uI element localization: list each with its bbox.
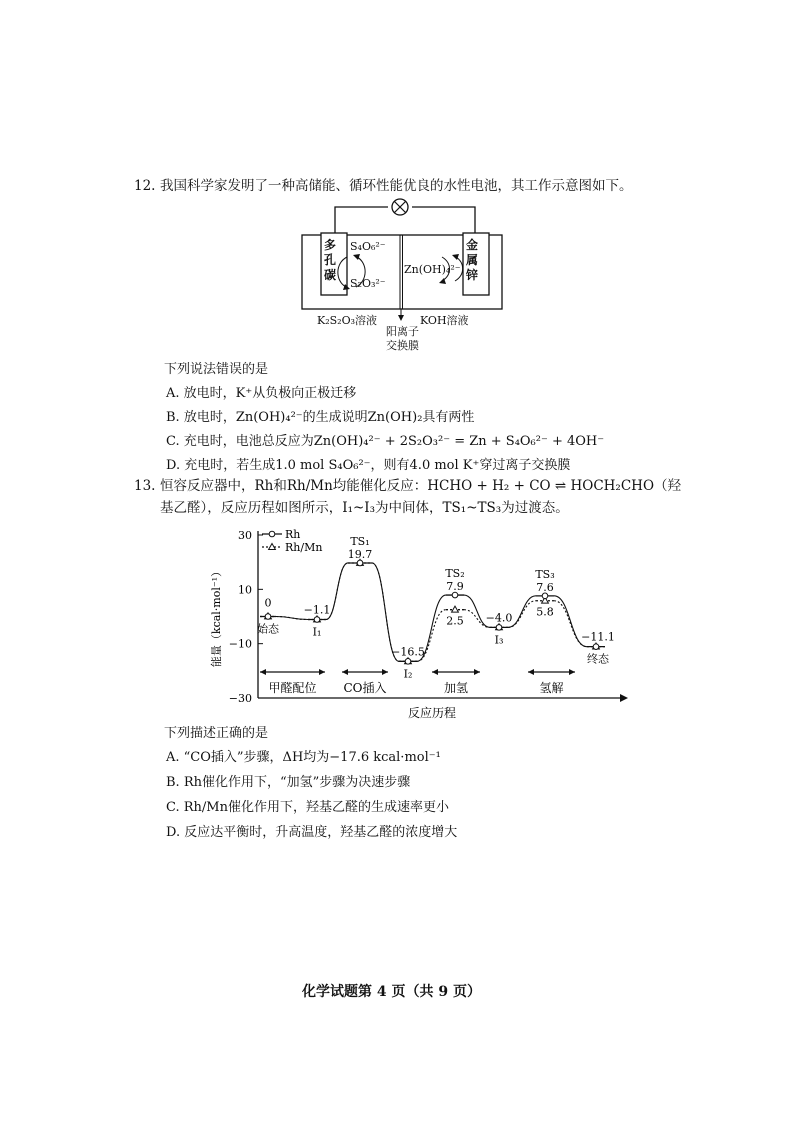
label-ts2-mn-value: 2.5 [446, 614, 464, 628]
step-label: CO插入 [343, 681, 387, 695]
step-arrowhead [528, 669, 534, 675]
label-ts2: TS₂ [445, 567, 465, 581]
page-footer: 化学试题第 4 页（共 9 页） [302, 984, 481, 1000]
label-ts3-mn-value: 5.8 [536, 605, 554, 619]
q12-option-d: D. 充电时，若生成1.0 mol S₄O₆²⁻，则有4.0 mol K⁺穿过离子交换膜 [166, 458, 571, 473]
rh-curve [276, 617, 308, 620]
q12-option-a: A. 放电时，K⁺从负极向正极迁移 [166, 386, 357, 401]
label-end-value: −11.1 [581, 630, 615, 644]
right-solution-label: KOH溶液 [420, 314, 469, 327]
q13-option-c: C. Rh/Mn催化作用下，羟基乙醛的生成速率更小 [166, 800, 449, 815]
label-i3-state: I₃ [494, 633, 504, 647]
x-axis-arrow [620, 694, 628, 702]
legend-rh-marker [269, 531, 275, 537]
label-ts1-value: 19.7 [347, 547, 373, 561]
label-i1-value: −1.1 [303, 603, 331, 617]
label-i2-value: −16.5 [391, 645, 425, 659]
q12-number: 12. [134, 178, 156, 194]
step-arrowhead [342, 669, 348, 675]
rh-point [265, 614, 271, 620]
q13-option-b: B. Rh催化作用下，“加氢”步骤为决速步骤 [166, 775, 411, 790]
step-arrowhead [569, 669, 575, 675]
species-zn-oh-4: Zn(OH)₄²⁻ [404, 263, 461, 276]
label-i1-state: I₁ [312, 625, 322, 639]
energy-profile-chart [200, 520, 640, 720]
q13-number: 13. [134, 478, 156, 494]
membrane-label-2: 交换膜 [386, 339, 419, 352]
x-axis-title: 反应历程 [407, 706, 457, 720]
species-s2o3: S₂O₃²⁻ [350, 277, 386, 290]
step-arrowhead [474, 669, 480, 675]
porous-carbon-label: 多孔碳 [324, 238, 337, 282]
q12-option-b: B. 放电时，Zn(OH)₄²⁻的生成说明Zn(OH)₂具有两性 [166, 410, 475, 425]
rh-point [405, 659, 411, 665]
zinc-label: 金属锌 [466, 238, 479, 282]
rh-point [314, 617, 320, 623]
legend-rh-label: Rh [285, 528, 301, 541]
step-label: 甲醛配位 [268, 681, 317, 695]
q12-stem: 我国科学家发明了一种高储能、循环性能优良的水性电池，其工作示意图如下。 [160, 178, 633, 194]
rh-point [542, 593, 548, 599]
left-solution-label: K₂S₂O₃溶液 [317, 314, 378, 327]
legend-rhmn-label: Rh/Mn [285, 541, 323, 554]
rh-mn-point [452, 606, 459, 612]
q13-option-d: D. 反应达平衡时，升高温度，羟基乙醛的浓度增大 [166, 825, 458, 840]
q13-prompt: 下列描述正确的是 [164, 726, 269, 741]
species-s4o6: S₄O₆²⁻ [350, 240, 386, 253]
rh-point [452, 592, 458, 598]
label-ts3-value: 7.6 [536, 580, 554, 594]
y-tick-label: −10 [228, 637, 252, 651]
step-label: 氢解 [539, 681, 564, 695]
y-tick-label: 10 [238, 583, 252, 597]
label-ts2-value: 7.9 [446, 580, 464, 594]
rh-point [357, 560, 363, 566]
y-axis-title: 能量（kcal·mol⁻¹） [210, 565, 223, 668]
q13-option-a: A. “CO插入”步骤，ΔH均为−17.6 kcal·mol⁻¹ [166, 750, 441, 765]
label-end-state: 终态 [587, 652, 609, 666]
step-arrowhead [260, 669, 266, 675]
label-i3-value: −4.0 [485, 611, 513, 625]
rh-point [593, 644, 599, 650]
label-start-state: 始态 [257, 622, 279, 636]
step-arrowhead [319, 669, 325, 675]
q12-prompt: 下列说法错误的是 [164, 362, 269, 377]
membrane-label-1: 阳离子 [386, 325, 419, 338]
label-ts3: TS₃ [535, 567, 555, 581]
y-tick-label: 30 [238, 529, 252, 542]
label-start-value: 0 [264, 596, 272, 610]
rh-point [496, 625, 502, 631]
q12-option-c: C. 充电时，电池总反应为Zn(OH)₄²⁻ + 2S₂O₃²⁻ = Zn + S₄O₆²⁻ + 4OH⁻ [166, 434, 605, 449]
step-arrowhead [432, 669, 438, 675]
lamp-icon [392, 199, 408, 215]
step-arrowhead [382, 669, 388, 675]
label-i2-state: I₂ [403, 667, 413, 681]
step-label: 加氢 [443, 681, 469, 695]
q13-stem-line2: 基乙醛），反应历程如图所示，I₁~I₃为中间体，TS₁~TS₃为过渡态。 [160, 500, 569, 516]
label-ts1: TS₁ [350, 534, 370, 548]
y-tick-label: −30 [228, 692, 252, 705]
q13-stem-line1: 恒容反应器中，Rh和Rh/Mn均能催化反应：HCHO + H₂ + CO ⇌ HOCH₂CHO（羟 [160, 478, 682, 494]
